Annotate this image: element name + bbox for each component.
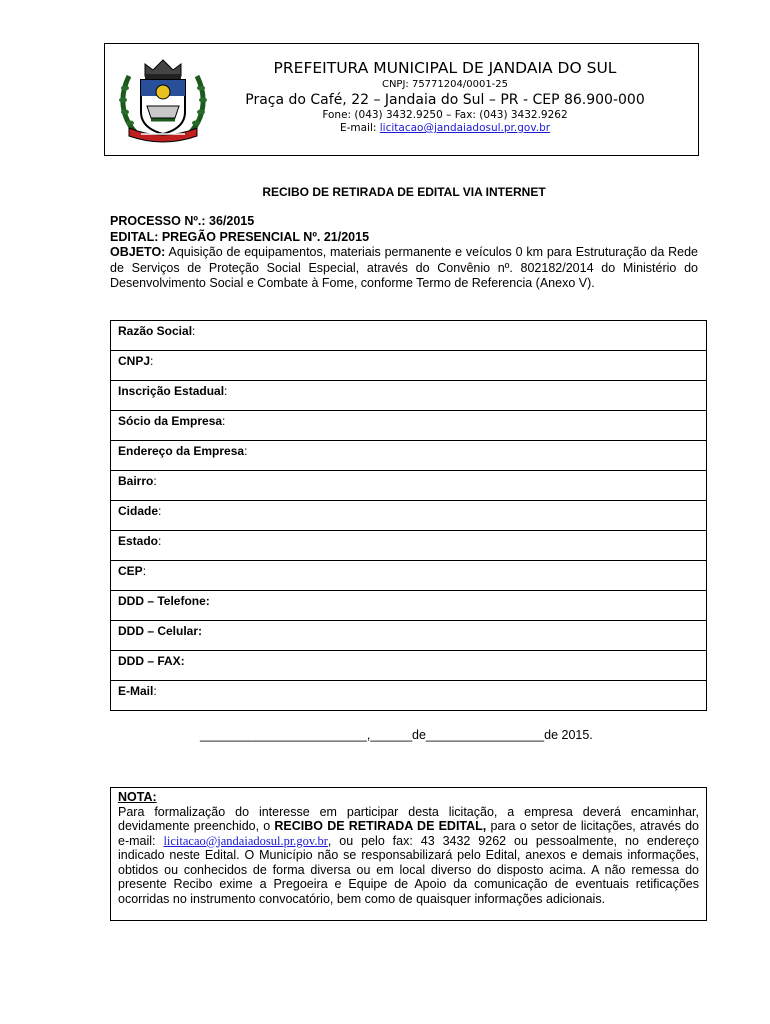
form-row-cnpj[interactable] [111,351,706,381]
letterhead [104,43,699,156]
municipality-email-link[interactable]: licitacao@jandaiadosul.pr.gov.br [379,122,551,134]
form-row-endereco[interactable] [111,441,706,471]
form-row-celular[interactable] [111,621,706,651]
form-row-inscricao-estadual[interactable] [111,381,706,411]
form-row-bairro[interactable] [111,471,706,501]
field-label: Razão Social [118,324,193,338]
form-row-email[interactable] [111,681,706,711]
field-label: DDD – FAX: [118,654,185,668]
objeto-text: Aquisição de equipamentos, materiais permanente e veículos 0 km para Estruturação da Rede de Serviços de Proteção Social Especial, através do Convênio nº. 802182/2014 do Ministério do Desenvolvimento Social e Combate à Fome, conforme Termo de Referencia (Anexo V). [110,245,698,290]
company-form [110,320,707,711]
form-row-cep[interactable] [111,561,706,591]
field-label: Bairro [118,474,154,488]
field-label: CEP [118,564,143,578]
letterhead-text [225,58,665,135]
form-row-estado[interactable] [111,531,706,561]
document-title: RECIBO DE RETIRADA DE EDITAL VIA INTERNET [262,185,546,199]
field-label: CNPJ [118,354,151,368]
municipal-crest-icon [115,56,211,146]
field-suffix: : [222,414,226,428]
field-suffix: : [224,384,228,398]
municipality-email-line [225,122,665,135]
field-label: Endereço da Empresa [118,444,245,458]
process-number: PROCESSO Nº.: 36/2015 [110,214,255,228]
edital-number: EDITAL: PREGÃO PRESENCIAL Nº. 21/2015 [110,229,370,244]
nota-text-2: para o setor de licitações, através do e-mail: [118,819,699,848]
nota-body [118,805,699,907]
nota-box [110,787,707,921]
field-suffix: : [153,474,157,488]
nota-title: NOTA: [118,790,157,804]
form-row-cidade[interactable] [111,501,706,531]
field-label: E-Mail [118,684,154,698]
nota-text-3: , ou pelo fax: 43 3432 9262 ou pessoalmente, no endereço indicado neste Edital. O Município não se responsabilizará pelo Edital, anexos e demais informações, obtidos ou conhecidos de forma diversa ou em local diverso do disposto acima. A não remessa do presente Recibo exime a Pregoeira e Equipe de Apoio da comunicação de eventuais retificações ocorridas no instrumento convocatório, bem como de quaisquer informações adicionais. [118,833,700,906]
field-label: Estado [118,534,159,548]
email-label: E-mail: [339,122,380,134]
form-row-fax[interactable] [111,651,706,681]
field-label: DDD – Telefone: [118,594,210,608]
field-label: Inscrição Estadual [118,384,225,398]
field-suffix: : [192,324,196,338]
field-suffix: : [153,684,157,698]
objeto-paragraph [110,245,698,292]
field-suffix: : [150,354,154,368]
field-suffix: : [142,564,147,578]
municipality-cnpj: CNPJ: 75771204/0001-25 [381,79,509,90]
field-suffix: : [158,534,162,548]
municipality-name: PREFEITURA MUNICIPAL DE JANDAIA DO SUL [273,59,617,77]
field-suffix: : [244,444,248,458]
objeto-label: OBJETO: [110,245,166,259]
municipality-address: Praça do Café, 22 – Jandaia do Sul – PR - CEP 86.900-000 [245,92,645,108]
field-label: Sócio da Empresa [118,414,223,428]
date-signature-line: ________________________,______de_________________de 2015. [200,728,593,742]
nota-bold: RECIBO DE RETIRADA DE EDITAL, [274,819,487,833]
process-info [110,214,698,292]
municipality-phone: Fone: (043) 3432.9250 – Fax: (043) 3432.9262 [322,109,568,121]
form-row-razao-social[interactable] [111,321,706,351]
form-row-socio[interactable] [111,411,706,441]
nota-text-1: Para formalização do interesse em participar desta licitação, a empresa deverá encaminhar, devidamente preenchido, o [118,804,699,833]
form-row-telefone[interactable] [111,591,706,621]
nota-email-link[interactable]: licitacao@jandaiadosul.pr.gov.br [163,833,328,848]
field-suffix: : [158,504,162,518]
field-label: DDD – Celular: [118,624,203,638]
field-label: Cidade [118,504,159,518]
